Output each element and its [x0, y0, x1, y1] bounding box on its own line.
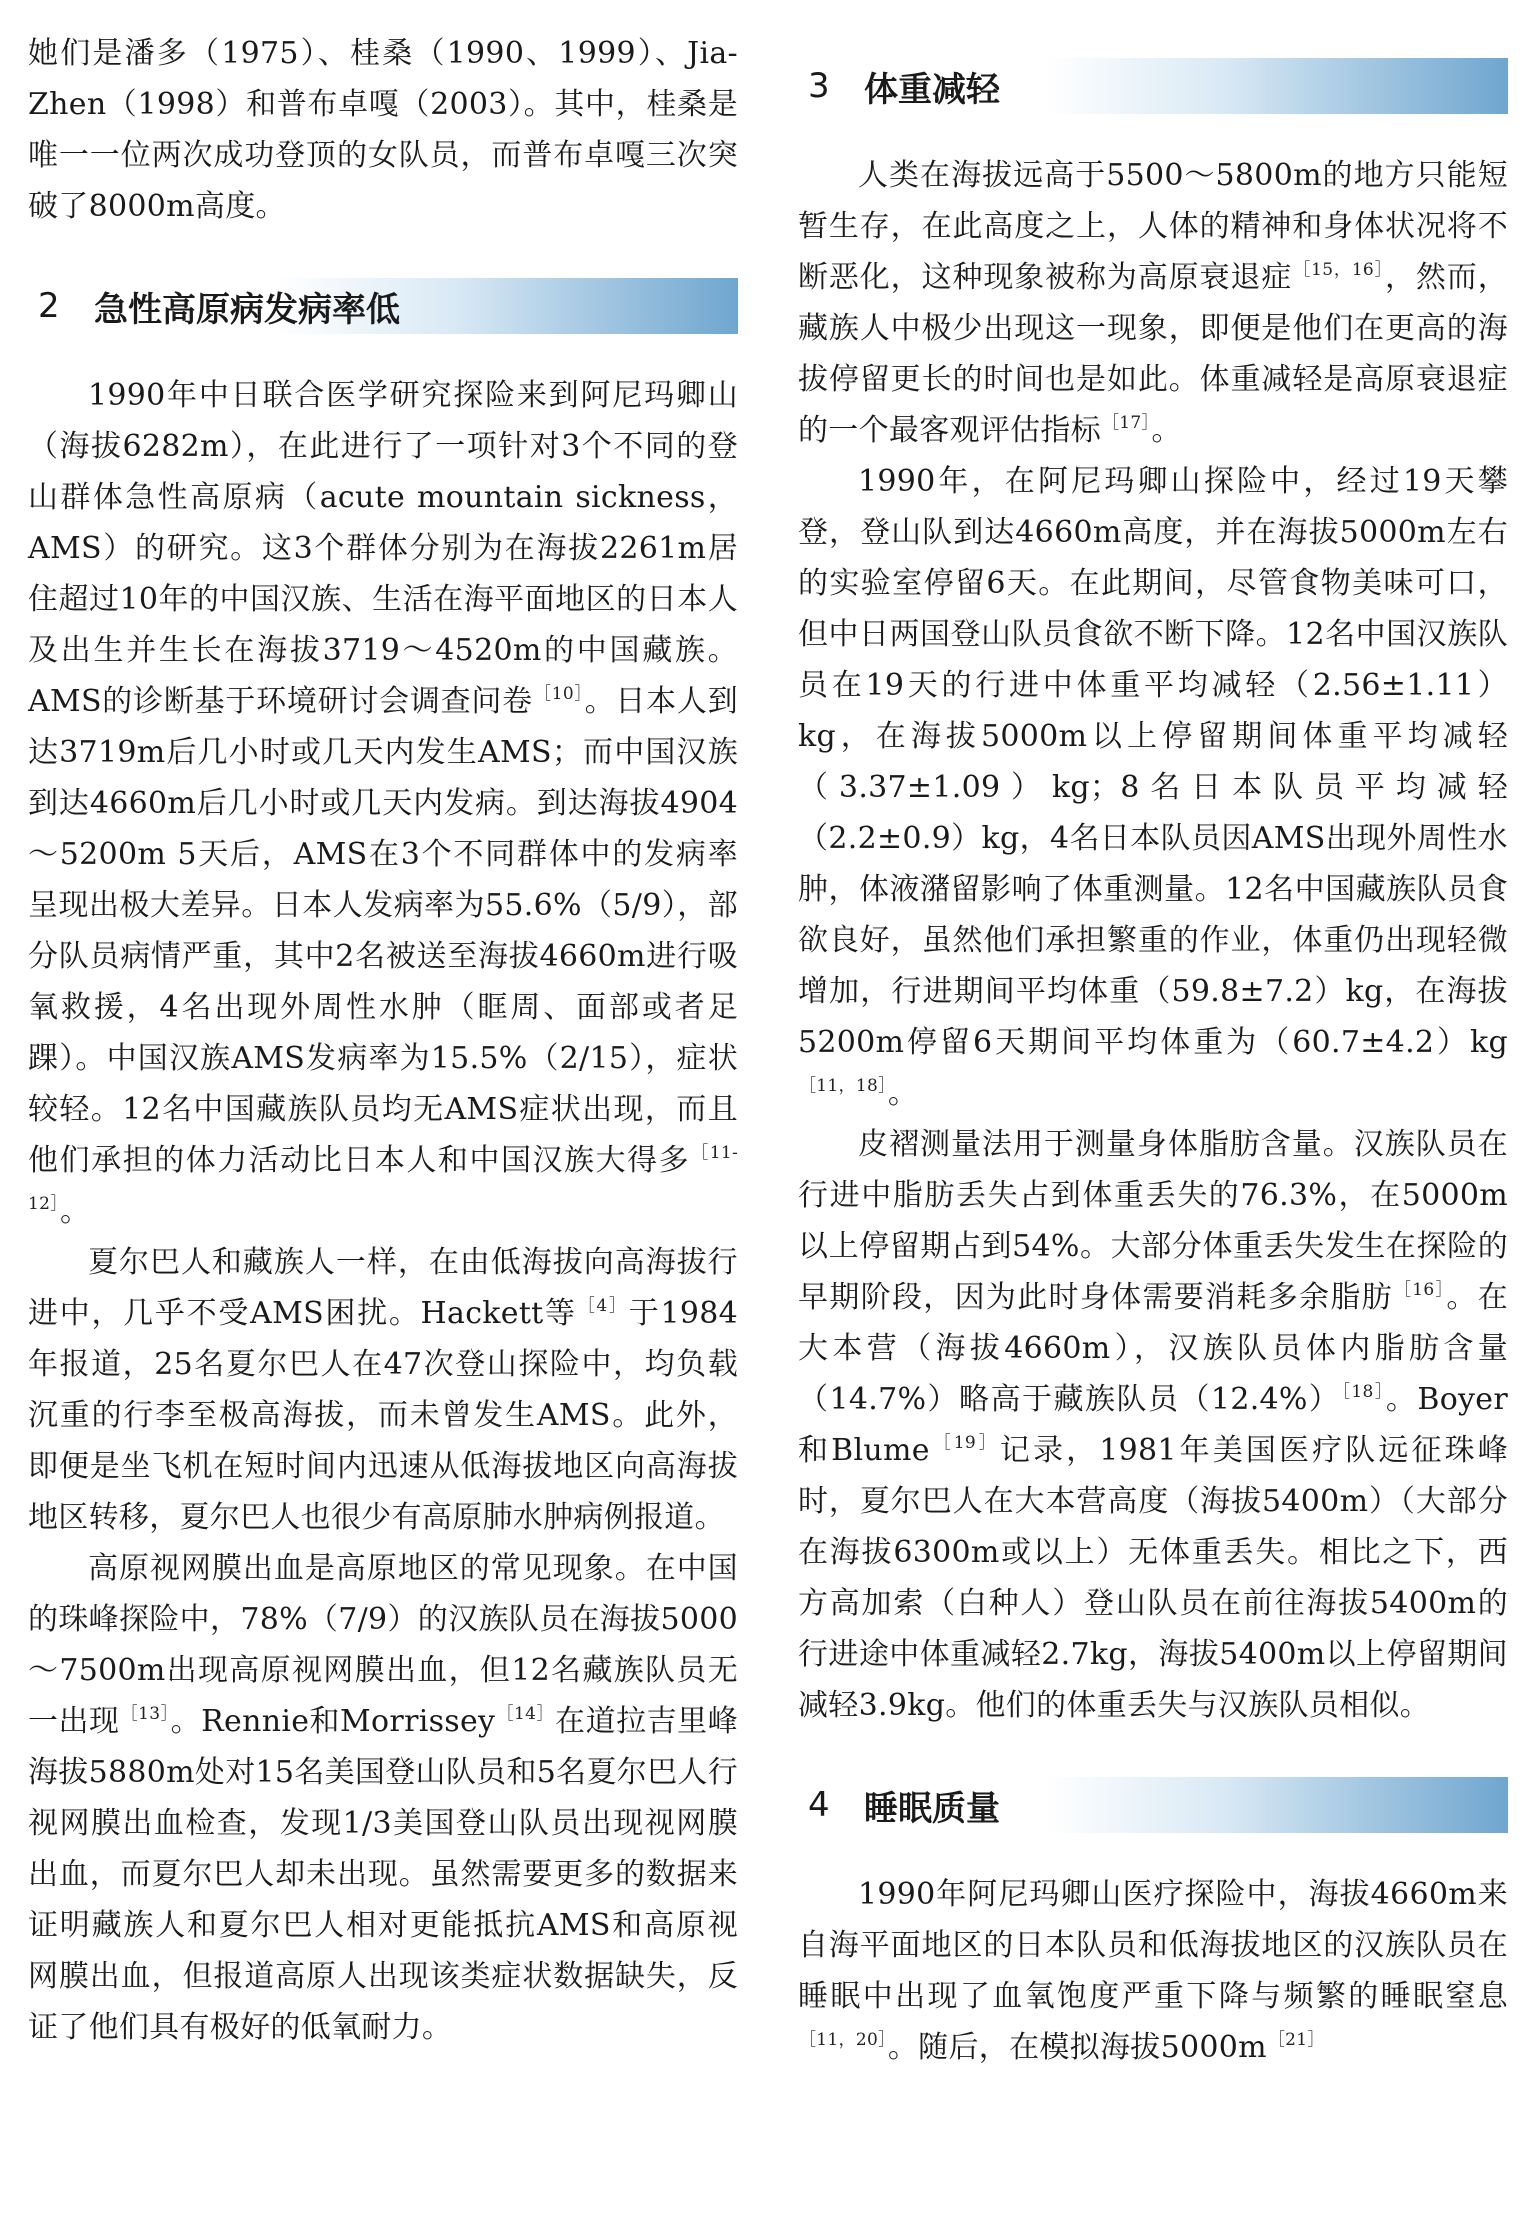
- section-number: 4: [808, 1785, 830, 1825]
- section-title: 急性高原病发病率低: [94, 289, 400, 330]
- citation-ref: ［13］: [120, 1704, 170, 1724]
- text-run: 。: [887, 1076, 919, 1111]
- text-run: 记录，1981年美国医疗队远征珠峰时，夏尔巴人在大本营高度（海拔5400m）（大部分在海拔6300m或以上）无体重丢失。相比之下，西方高加索（白种人）登山队员在前往海拔5400m的行进途中体重减轻2.7kg，海拔5400m以上停留期间减轻3.9kg。他们的体重丢失与汉族队员相似。: [798, 1433, 1508, 1723]
- text-run: 。在大本营（海拔4660m），汉族队员体内脂肪含量（14.7%）略高于藏族队员（12.4%）: [798, 1280, 1508, 1417]
- citation-ref: ［16］: [1393, 1280, 1446, 1300]
- section-title: 体重减轻: [864, 69, 1000, 110]
- section-number: 2: [38, 286, 60, 326]
- text-run: 。随后，在模拟海拔5000m: [887, 2030, 1267, 2065]
- section-title: 睡眠质量: [864, 1788, 1000, 1829]
- intro-paragraph: [28, 28, 738, 232]
- text-run: 在道拉吉里峰海拔5880m处对15名美国登山队员和5名夏尔巴人行视网膜出血检查，发现1/3美国登山队员出现视网膜出血，而夏尔巴人却未出现。虽然需要更多的数据来证明藏族人和夏尔巴人相对更能抵抗AMS和高原视网膜出血，但报道高原人出现该类症状数据缺失，反证了他们具有极好的低氧耐力。: [28, 1704, 738, 2045]
- paragraph: [798, 150, 1508, 456]
- text-run: 1990年阿尼玛卿山医疗探险中，海拔4660m来自海平面地区的日本队员和低海拔地区的汉族队员在睡眠中出现了血氧饱度严重下降与频繁的睡眠窒息: [798, 1877, 1508, 2014]
- citation-ref: ［18］: [1341, 1382, 1385, 1402]
- text-run: 夏尔巴人和藏族人一样，在由低海拔向高海拔行进中，几乎不受AMS困扰。Hackett等: [28, 1245, 738, 1331]
- citation-ref: ［11，18］: [799, 1076, 887, 1096]
- section-number: 3: [808, 66, 830, 106]
- paragraph: [798, 1119, 1508, 1731]
- citation-ref: ［21］: [1267, 2030, 1325, 2050]
- section-heading-2: [28, 278, 738, 334]
- text-run: 。Boyer和Blume: [798, 1382, 1509, 1468]
- text-run: 。日本人到达3719m后几小时或几天内发生AMS；而中国汉族到达4660m后几小时或几天内发病。到达海拔4904～5200m 5天后，AMS在3个不同群体中的发病率呈现出极大差异。日本人发病率为55.6%（5/9），部分队员病情严重，其中2名被送至海拔4660m进行吸氧救援，4名出现外周性水肿（眶周、面部或者足踝）。中国汉族AMS发病率为15.5%（2/15），症状较轻。12名中国藏族队员均无AMS症状出现，而且他们承担的体力活动比日本人和中国汉族大得多: [28, 684, 738, 1178]
- citation-ref: ［14］: [496, 1704, 555, 1724]
- paragraph: [28, 1237, 738, 1543]
- paragraph: [28, 1543, 738, 2053]
- paragraph: [798, 1869, 1508, 2073]
- text-run: 1990年，在阿尼玛卿山探险中，经过19天攀登，登山队到达4660m高度，并在海拔5000m左右的实验室停留6天。在此期间，尽管食物美味可口，但中日两国登山队员食欲不断下降。12名中国汉族队员在19天的行进中体重平均减轻（2.56±1.11）kg，在海拔5000m以上停留期间体重平均减轻（3.37±1.09）kg；8名日本队员平均减轻（2.2±0.9）kg，4名日本队员因AMS出现外周性水肿，体液潴留影响了体重测量。12名中国藏族队员食欲良好，虽然他们承担繁重的作业，体重仍出现轻微增加，行进期间平均体重（59.8±7.2）kg，在海拔5200m停留6天期间平均体重为（60.7±4.2）kg: [798, 464, 1508, 1060]
- citation-ref: ［4］: [577, 1296, 628, 1316]
- text-run: 高原视网膜出血是高原地区的常见现象。在中国的珠峰探险中，78%（7/9）的汉族队员在海拔5000～7500m出现高原视网膜出血，但12名藏族队员无一出现: [28, 1551, 738, 1739]
- text-run: 人类在海拔远高于5500～5800m的地方只能短暂生存，在此高度之上，人体的精神和身体状况将不断恶化，这种现象被称为高原衰退症: [798, 158, 1508, 295]
- paragraph: [28, 370, 738, 1237]
- text-run: 皮褶测量法用于测量身体脂肪含量。汉族队员在行进中脂肪丢失占到体重丢失的76.3%，在5000m以上停留期占到54%。大部分体重丢失发生在探险的早期阶段，因为此时身体需要消耗多余脂肪: [798, 1127, 1508, 1315]
- text-run: 1990年中日联合医学研究探险来到阿尼玛卿山（海拔6282m），在此进行了一项针对3个不同的登山群体急性高原病（acute mountain sickness，AMS）的研究。这3个群体分别为在海拔2261m居住超过10年的中国汉族、生活在海平面地区的日本人及出生并生长在海拔3719～4520m的中国藏族。AMS的诊断基于环境研讨会调查问卷: [28, 378, 738, 719]
- citation-ref: ［10］: [533, 684, 584, 704]
- text-run: 。Rennie和Morrissey: [170, 1704, 496, 1739]
- right-column: [798, 28, 1508, 2073]
- text-run: 于1984年报道，25名夏尔巴人在47次登山探险中，均负载沉重的行李至极高海拔，而未曾发生AMS。此外，即便是坐飞机在短时间内迅速从低海拔地区向高海拔地区转移，夏尔巴人也很少有高原肺水肿病例报道。: [28, 1296, 738, 1535]
- section-heading-4: [798, 1777, 1508, 1833]
- citation-ref: ［19］: [930, 1433, 999, 1453]
- citation-ref: ［17］: [1102, 413, 1151, 433]
- citation-ref: ［11-12］: [28, 1143, 738, 1214]
- left-column: [28, 28, 738, 2053]
- text-run: 。: [1151, 413, 1182, 448]
- citation-ref: ［15，16］: [1293, 260, 1385, 280]
- paragraph: [798, 456, 1508, 1119]
- text-run: ，然而，藏族人中极少出现这一现象，即便是他们在更高的海拔停留更长的时间也是如此。体重减轻是高原衰退症的一个最客观评估指标: [798, 260, 1508, 448]
- text-run: 她们是潘多（1975）、桂桑（1990、1999）、Jia-Zhen（1998）和普布卓嘎（2003）。其中，桂桑是唯一一位两次成功登顶的女队员，而普布卓嘎三次突破了8000m高度。: [28, 36, 738, 224]
- citation-ref: ［11，20］: [799, 2030, 887, 2050]
- text-run: 。: [60, 1194, 91, 1229]
- section-heading-3: [798, 58, 1508, 114]
